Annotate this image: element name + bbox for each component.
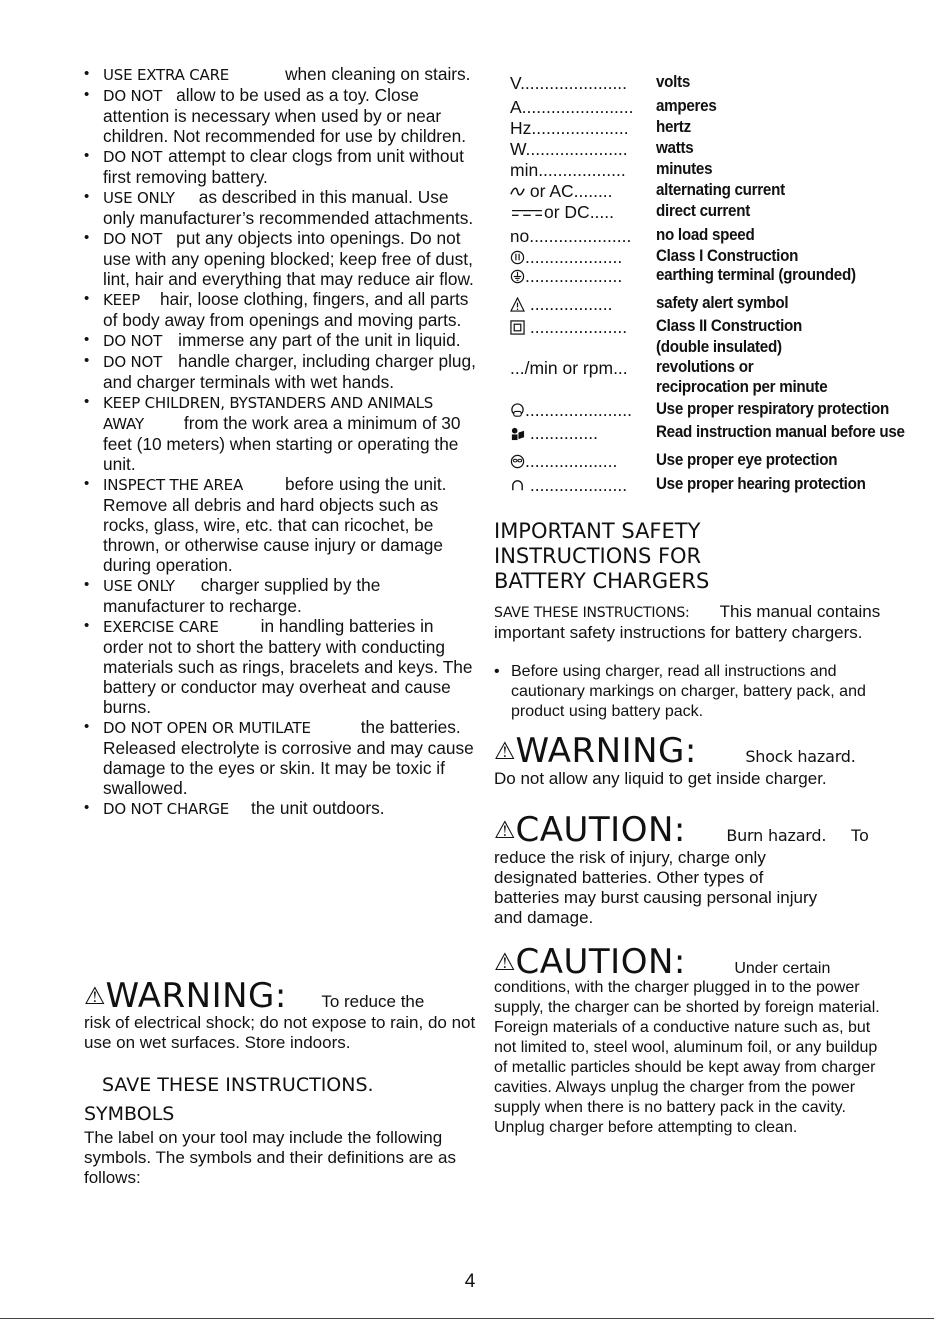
symbol-row	[510, 139, 920, 161]
symbol-row	[510, 181, 920, 203]
symbol-row	[510, 451, 920, 473]
symbol-definition: alternating current	[656, 181, 785, 199]
bullet-text: handle charger, including charger plug, and charger terminals with wet hands.	[103, 351, 476, 392]
list-item	[84, 289, 476, 330]
symbol-abbreviation	[510, 400, 632, 421]
bullet-text: in handling batteries in order not to short the battery with conducting materials such as rings, bracelets and keys. The battery or conductor may overheat and cause burns.	[103, 616, 473, 717]
bullet-text: the unit outdoors.	[251, 798, 385, 818]
symbol-definition: revolutions or	[656, 358, 754, 376]
symbol-abbreviation	[510, 247, 622, 268]
warning-triangle-icon: ⚠	[84, 983, 106, 1010]
warning-triangle-icon: ⚠	[494, 738, 516, 765]
warning-lead: To reduce the	[321, 992, 425, 1011]
safety-alert-icon	[510, 294, 525, 314]
bullet-keyword: DO NOT	[103, 230, 163, 248]
page-number: 4	[464, 1271, 476, 1292]
symbol-row	[510, 423, 920, 445]
symbol-row	[510, 202, 920, 224]
symbol-abbreviation-text: ..............	[525, 423, 598, 443]
symbol-row	[510, 400, 920, 422]
symbol-abbreviation	[510, 97, 634, 118]
charger-save-keyword: SAVE THESE INSTRUCTIONS:	[494, 605, 690, 621]
symbol-definition: Use proper hearing protection	[656, 475, 866, 493]
bullet-keyword: USE ONLY	[103, 189, 175, 207]
bullet-text: immerse any part of the unit in liquid.	[178, 330, 461, 350]
symbol-abbreviation	[510, 475, 627, 496]
dc-icon	[510, 202, 544, 222]
no-load-speed-icon: n	[510, 227, 520, 246]
bullet-text: as described in this manual. Use only manufacturer’s recommended attachments.	[103, 187, 474, 228]
caution-lead-2: To	[850, 826, 869, 845]
caution-triangle-icon: ⚠	[494, 949, 516, 976]
list-item	[84, 64, 476, 85]
symbol-abbreviation-text: ....................	[525, 247, 623, 267]
list-item	[84, 474, 476, 575]
symbol-abbreviation	[510, 226, 631, 247]
list-item	[84, 392, 476, 474]
warning-title: WARNING:	[515, 731, 697, 771]
bullet-keyword: DO NOT	[103, 148, 163, 166]
bullet-keyword: KEEP	[103, 291, 141, 309]
symbol-row	[510, 226, 920, 248]
symbol-abbreviation	[510, 202, 614, 223]
symbol-abbreviation	[510, 73, 627, 94]
warning-lead: Shock hazard.	[745, 747, 856, 766]
list-item	[84, 85, 476, 146]
bullet-keyword: DO NOT	[103, 87, 163, 105]
safety-bullet-list	[84, 64, 476, 819]
symbol-abbreviation-text: .../min or rpm...	[510, 358, 628, 378]
caution-lead: Under certain	[734, 960, 831, 977]
symbol-row	[510, 160, 920, 182]
symbol-row	[510, 317, 920, 339]
charger-heading	[494, 519, 709, 594]
symbol-row	[510, 358, 920, 380]
bullet-keyword: INSPECT THE AREA	[103, 476, 244, 494]
symbol-row	[510, 266, 920, 288]
list-item	[84, 351, 476, 392]
symbol-definition: amperes	[656, 97, 717, 115]
symbol-abbreviation	[510, 160, 626, 181]
warning-rain-block	[84, 978, 476, 1053]
caution-triangle-icon: ⚠	[494, 817, 516, 844]
symbol-definition: reciprocation per minute	[656, 378, 828, 396]
symbol-abbreviation-text: W.....................	[510, 139, 628, 159]
save-instructions: SAVE THESE INSTRUCTIONS.	[102, 1074, 374, 1096]
symbol-definition: hertz	[656, 118, 691, 136]
symbol-abbreviation-text: or AC........	[525, 181, 613, 201]
charger-bullet-text: Before using charger, read all instructions and cautionary markings on charger, battery pack, and product using battery pack.	[511, 663, 866, 720]
list-item	[84, 616, 476, 717]
symbol-abbreviation-text: Hz....................	[510, 118, 629, 138]
caution-burn-block	[494, 812, 894, 928]
symbol-abbreviation	[510, 139, 628, 160]
symbol-row	[510, 97, 920, 119]
symbol-row	[510, 338, 920, 360]
symbol-abbreviation-text: A.......................	[510, 97, 634, 117]
bullet-keyword: KEEP CHILDREN, BYSTANDERS AND ANIMALS AWAY	[103, 394, 434, 433]
symbol-abbreviation-text: ....................	[525, 266, 623, 286]
charger-heading-line: BATTERY CHARGERS	[494, 569, 710, 593]
symbol-abbreviation	[510, 118, 629, 139]
list-item	[84, 146, 476, 187]
bullet-text: when cleaning on stairs.	[285, 64, 471, 84]
symbol-definition: no load speed	[656, 226, 755, 244]
class-1-icon	[510, 247, 525, 267]
symbol-abbreviation	[510, 358, 628, 379]
symbol-row	[510, 73, 920, 95]
symbol-abbreviation-text: ....................	[525, 317, 628, 337]
symbol-abbreviation-text: .................	[525, 294, 613, 314]
symbol-abbreviation-text: or DC.....	[544, 202, 615, 222]
bullet-keyword: DO NOT OPEN OR MUTILATE	[103, 719, 311, 737]
symbol-row	[510, 475, 920, 497]
bullet-keyword: DO NOT	[103, 332, 163, 350]
hearing-protection-icon	[510, 475, 525, 495]
warning-shock-block	[494, 733, 894, 789]
symbol-row	[510, 118, 920, 140]
warning-text: Do not allow any liquid to get inside charger.	[494, 769, 827, 788]
bullet-keyword: DO NOT CHARGE	[103, 800, 230, 818]
bullet-keyword: DO NOT	[103, 353, 163, 371]
symbol-definition: earthing terminal (grounded)	[656, 266, 856, 284]
symbol-abbreviation	[510, 266, 622, 287]
symbol-definition: Use proper eye protection	[656, 451, 838, 469]
list-item	[84, 798, 476, 819]
bullet-text: the batteries. Released electrolyte is corrosive and may cause damage to the eyes or skin. It may be toxic if swallowed.	[103, 717, 474, 798]
symbol-definition: direct current	[656, 202, 750, 220]
symbol-definition: minutes	[656, 160, 713, 178]
caution-title: CAUTION:	[515, 942, 686, 982]
bullet-text: allow to be used as a toy. Close attention is necessary when used by or near children. Not recommended for use by children.	[103, 85, 467, 146]
caution-lead: Burn hazard.	[726, 826, 827, 845]
charger-heading-line: INSTRUCTIONS FOR	[494, 544, 702, 568]
bullet-text: from the work area a minimum of 30 feet (10 meters) when starting or operating the unit.	[103, 413, 461, 474]
bottom-rule	[0, 1318, 934, 1319]
symbol-abbreviation	[510, 294, 613, 315]
charger-save-text: This manual contains important safety instructions for battery chargers.	[494, 602, 881, 642]
list-item	[84, 575, 476, 616]
symbol-abbreviation-text: V......................	[510, 73, 628, 93]
read-manual-icon	[510, 423, 525, 443]
charger-save-paragraph	[494, 602, 884, 643]
list-item	[84, 228, 476, 289]
class-2-icon	[510, 317, 525, 337]
symbol-definition: Class II Construction	[656, 317, 803, 335]
caution-title: CAUTION:	[515, 810, 686, 850]
symbol-abbreviation-text: ...................	[525, 451, 618, 471]
symbol-definition: Read instruction manual before use	[656, 423, 905, 441]
caution-text: reduce the risk of injury, charge only designated batteries. Other types of batteries may burst causing personal injury and damage.	[494, 848, 818, 927]
symbol-abbreviation-text: ......................	[525, 400, 632, 420]
bullet-text: charger supplied by the manufacturer to recharge.	[103, 575, 381, 616]
warning-title: WARNING:	[105, 976, 287, 1016]
symbol-abbreviation	[510, 451, 617, 472]
symbol-abbreviation	[510, 423, 598, 444]
warning-text: risk of electrical shock; do not expose to rain, do not use on wet surfaces. Store indoors.	[84, 1013, 476, 1052]
caution-short-block	[494, 944, 894, 1138]
bullet-dot: •	[494, 663, 500, 680]
symbol-abbreviation-text: min..................	[510, 160, 626, 180]
list-item	[84, 330, 476, 351]
symbol-row	[510, 378, 920, 400]
bullet-keyword: USE ONLY	[103, 577, 175, 595]
symbol-abbreviation	[510, 181, 613, 202]
charger-heading-line: IMPORTANT SAFETY	[494, 519, 701, 543]
bullet-text: hair, loose clothing, fingers, and all parts of body away from openings and moving parts.	[103, 289, 469, 330]
bullet-text: put any objects into openings. Do not use with any opening blocked; keep free of dust, lint, hair and everything that may reduce air flow.	[103, 228, 474, 289]
symbol-abbreviation-text: o.....................	[519, 226, 632, 246]
list-item	[84, 187, 476, 228]
symbol-definition: Class I Construction	[656, 247, 799, 265]
caution-text: conditions, with the charger plugged in to the power supply, the charger can be shorted by foreign material. Foreign materials of a conductive nature such as, but not limited to, steel wool, aluminum foil, or any buildup of metallic particles should be kept away from charger cavities. Always unplug the charger from the power supply when there is no battery pack in the cavity. Unplug charger before attempting to clean.	[494, 979, 880, 1136]
symbol-row	[510, 294, 920, 316]
respirator-icon	[510, 400, 525, 420]
symbol-definition: volts	[656, 73, 691, 91]
symbol-abbreviation	[510, 317, 627, 338]
bullet-keyword: EXERCISE CARE	[103, 618, 219, 636]
symbols-intro: The label on your tool may include the following symbols. The symbols and their definitions are as follows:	[84, 1128, 456, 1187]
symbol-definition: safety alert symbol	[656, 294, 789, 312]
list-item	[84, 717, 476, 798]
bullet-text: before using the unit. Remove all debris and hard objects such as rocks, glass, wire, etc. that can ricochet, be thrown, or otherwise cause injury or damage during operation.	[103, 474, 447, 575]
symbol-definition: Use proper respiratory protection	[656, 400, 889, 418]
symbol-definition: watts	[656, 139, 694, 157]
symbol-definition: (double insulated)	[656, 338, 782, 356]
earth-terminal-icon	[510, 266, 525, 286]
ac-icon	[510, 181, 525, 201]
bullet-text: attempt to clear clogs from unit without first removing battery.	[103, 146, 464, 187]
eye-protection-icon	[510, 451, 525, 471]
symbol-abbreviation-text: ....................	[525, 475, 628, 495]
charger-bullet	[494, 662, 884, 722]
symbols-heading: SYMBOLS	[84, 1103, 175, 1125]
bullet-keyword: USE EXTRA CARE	[103, 66, 230, 84]
